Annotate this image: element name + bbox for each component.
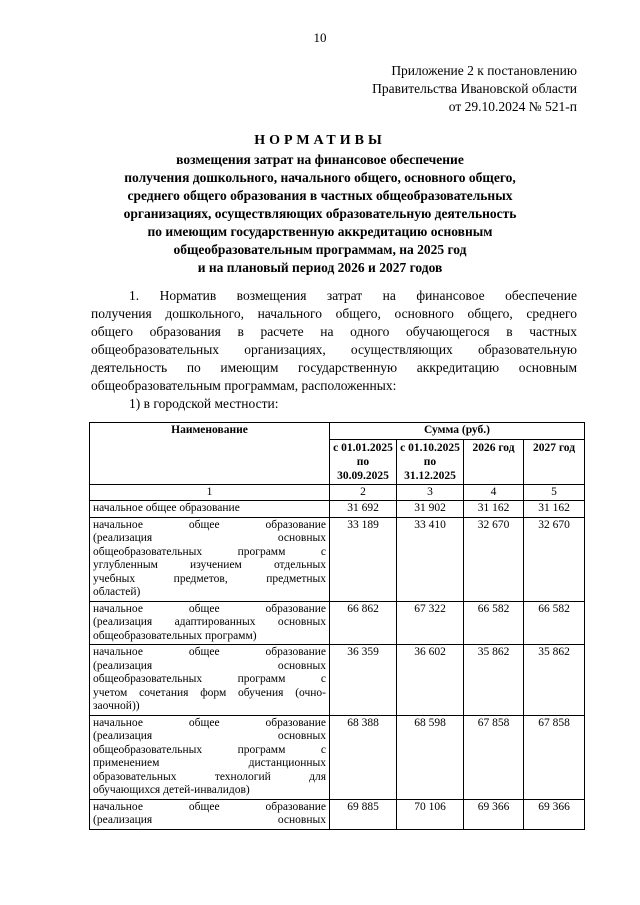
row-name-line: начальное общее образование — [93, 716, 326, 729]
row-name-line: начальное общее образование — [93, 646, 326, 658]
value-cell: 33 410 — [397, 517, 464, 601]
section-subheading: 1) в городской местности: — [129, 396, 279, 411]
row-name-line: обучающихся детей-инвалидов) — [93, 784, 250, 796]
header-period: с 01.10.2025 по 31.12.2025 — [397, 439, 464, 484]
row-name-line: начальное общее образование — [93, 518, 326, 531]
row-name-line: (реализация основных — [93, 814, 326, 826]
value-cell: 68 598 — [397, 715, 464, 799]
row-name-line: начальное общее образование — [93, 502, 240, 514]
column-number: 4 — [464, 484, 524, 501]
value-cell: 33 189 — [330, 517, 397, 601]
value-cell: 69 366 — [464, 799, 524, 829]
row-name-line: углубленным изучением отдельных — [93, 559, 326, 571]
row-name-line: областей) — [93, 586, 141, 598]
page-number: 10 — [313, 30, 327, 45]
value-cell: 36 359 — [330, 645, 397, 716]
row-name-line: (реализация основных — [93, 730, 326, 742]
title-line: среднего общего образования в частных общеобразовательных — [127, 188, 513, 203]
value-cell: 66 582 — [464, 601, 524, 645]
title-subtitle — [90, 151, 550, 277]
value-cell: 70 106 — [397, 799, 464, 829]
row-name-line: учебных предметов, предметных — [93, 572, 326, 585]
paragraph-line: получения дошкольного, начального общего, основного общего, среднего — [91, 306, 577, 321]
row-name — [90, 517, 330, 601]
document-title — [90, 132, 550, 277]
column-number: 5 — [524, 484, 585, 501]
paragraph-line: общеобразовательных организациях, осуществляющих образовательную — [91, 342, 577, 357]
row-name — [90, 601, 330, 645]
value-cell: 69 885 — [330, 799, 397, 829]
value-cell: 31 902 — [397, 501, 464, 518]
title-line: организациях, осуществляющих образовательную деятельность — [123, 206, 517, 221]
row-name — [90, 645, 330, 716]
header-period: 2026 год — [464, 439, 524, 484]
paragraph-line: 1. Норматив возмещения затрат на финансовое обеспечение — [129, 288, 577, 303]
row-name — [90, 715, 330, 799]
row-name-line: общеобразовательных программ с — [93, 743, 326, 756]
paragraph-line: общего образования в расчете на одного обучающегося в частных — [91, 324, 577, 339]
value-cell: 35 862 — [524, 645, 585, 716]
value-cell: 32 670 — [464, 517, 524, 601]
appendix-line: Приложение 2 к постановлению — [391, 63, 577, 78]
value-cell: 36 602 — [397, 645, 464, 716]
row-name-line: (реализация адаптированных основных — [93, 616, 326, 628]
title-line: общеобразовательным программам, на 2025 год — [173, 242, 467, 257]
table-row — [90, 799, 585, 829]
title-heading: НОРМАТИВЫ — [254, 133, 386, 148]
column-number: 1 — [90, 484, 330, 501]
title-line: и на плановый период 2026 и 2027 годов — [197, 260, 443, 275]
row-name-line: общеобразовательных программ с — [93, 673, 326, 685]
column-number: 2 — [330, 484, 397, 501]
row-name-line: (реализация основных — [93, 659, 326, 672]
value-cell: 31 162 — [464, 501, 524, 518]
value-cell: 69 366 — [524, 799, 585, 829]
value-cell: 35 862 — [464, 645, 524, 716]
table-row — [90, 517, 585, 601]
value-cell: 31 162 — [524, 501, 585, 518]
appendix-line: от 29.10.2024 № 521-п — [448, 99, 577, 114]
paragraph-line: общеобразовательным программам, расположенных: — [91, 378, 397, 393]
row-name — [90, 501, 330, 518]
appendix-reference — [372, 62, 577, 116]
table-row — [90, 645, 585, 716]
title-line: получения дошкольного, начального общего, основного общего, — [124, 170, 516, 185]
column-number-row — [90, 484, 585, 501]
title-line: по имеющим государственную аккредитацию основным — [147, 224, 493, 239]
row-name — [90, 799, 330, 829]
body-paragraph — [91, 287, 577, 413]
row-name-line: образовательных технологий для — [93, 770, 326, 783]
header-period: 2027 год — [524, 439, 585, 484]
row-name-line: заочной)) — [93, 700, 140, 712]
norms-table — [89, 422, 585, 830]
row-name-line: начальное общее образование — [93, 602, 326, 615]
row-name-line: учетом сочетания форм обучения (очно- — [93, 686, 326, 699]
value-cell: 32 670 — [524, 517, 585, 601]
value-cell: 67 858 — [464, 715, 524, 799]
appendix-line: Правительства Ивановской области — [372, 81, 577, 96]
value-cell: 66 582 — [524, 601, 585, 645]
value-cell: 67 322 — [397, 601, 464, 645]
value-cell: 31 692 — [330, 501, 397, 518]
row-name-line: начальное общее образование — [93, 800, 326, 813]
table-row — [90, 715, 585, 799]
value-cell: 67 858 — [524, 715, 585, 799]
header-period: с 01.01.2025 по 30.09.2025 — [330, 439, 397, 484]
table-row — [90, 601, 585, 645]
header-sum: Сумма (руб.) — [330, 423, 585, 440]
table-header-row — [90, 423, 585, 440]
title-line: возмещения затрат на финансовое обеспечение — [176, 152, 464, 167]
paragraph-line: деятельность по имеющим государственную аккредитацию основным — [91, 360, 577, 375]
row-name-line: общеобразовательных программ) — [93, 629, 257, 642]
row-name-line: общеобразовательных программ с — [93, 545, 326, 558]
value-cell: 68 388 — [330, 715, 397, 799]
value-cell: 66 862 — [330, 601, 397, 645]
row-name-line: применением дистанционных — [93, 757, 326, 769]
table-row — [90, 501, 585, 518]
column-number: 3 — [397, 484, 464, 501]
row-name-line: (реализация основных — [93, 532, 326, 544]
header-name: Наименование — [90, 423, 330, 485]
